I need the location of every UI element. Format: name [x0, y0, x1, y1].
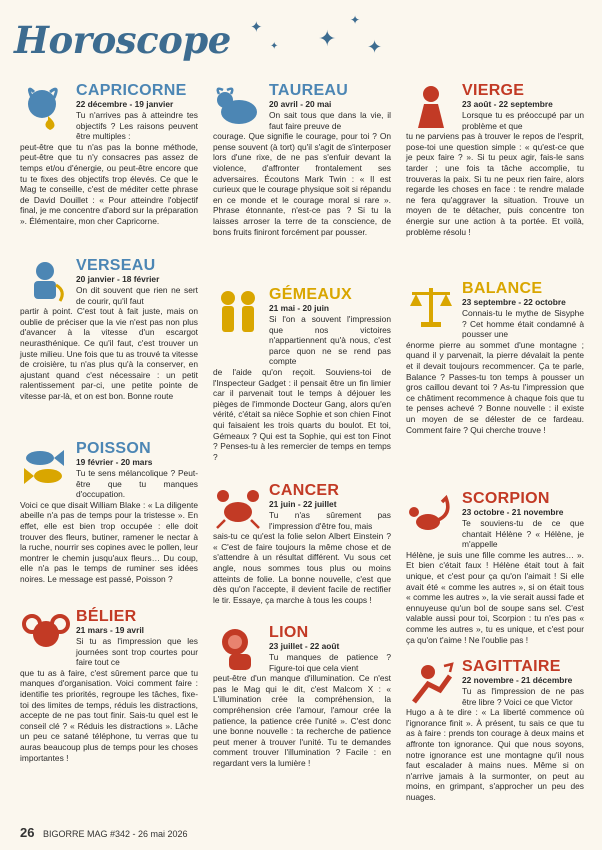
ram-icon: [20, 608, 70, 658]
issue-info: BIGORRE MAG #342 - 26 mai 2026: [42, 829, 188, 839]
sign-intro: Te souviens-tu de ce que chantait Hélène ? « Hélène, je m'appelle: [462, 518, 584, 550]
sign-name: VIERGE: [462, 82, 525, 99]
sign-taureau: [213, 82, 391, 280]
sign-name: TAUREAU: [269, 82, 349, 99]
page-footer: [20, 825, 188, 840]
star-icon: ✦: [270, 41, 279, 52]
sign-text: peut-être que tu n'as pas la bonne méthode, peut-être que tu n'y consacres pas assez de temps et/ou d'énergie, ou peut-être encore que tu te fixes des objectifs trop élevés. Ce que le Mag te conseille, c'est de méditer cette phrase de David Douillet : « Pour atteindre l'objectif final, je me concentre d'abord sur la préparation ». Élémentaire, mon cher Capricorne.: [20, 141, 198, 226]
sign-name: CANCER: [269, 482, 340, 499]
sign-balance: [406, 280, 584, 482]
column-middle: [213, 82, 391, 769]
sign-intro: Tu n'arrives pas à atteindre tes objectifs ? Les raisons peuvent être multiples :: [76, 110, 198, 142]
sign-gemeaux: [213, 286, 391, 470]
sign-dates: 23 octobre - 21 novembre: [462, 507, 564, 517]
sign-name: SAGITTAIRE: [462, 658, 561, 675]
sign-intro: Tu as l'impression de ne pas être libre ? Voici ce que Victor: [462, 686, 584, 707]
sign-intro: Lorsque tu es préoccupé par un problème et que: [462, 110, 584, 131]
sign-intro: Connais-tu le mythe de Sisyphe ? Cet homme était condamné à pousser une: [462, 308, 584, 340]
sign-text: énorme pierre au sommet d'une montagne ; quand il y parvenait, la pierre dévalait la pente et il devait toujours recommencer. Ça te parle, Balance ? Passes-tu ton temps à pousser un gros caillou devant toi ? As-tu l'impression que ce châtiment recommence à chaque fois que tu te penses achevé ? Bonne nouvelle : il existe un moyen de se délester de ce fardeau. Comment faire ? Qui cherche trouve !: [406, 339, 584, 435]
twins-icon: [213, 286, 263, 336]
sign-capricorne: [20, 82, 198, 249]
sign-intro: Tu te sens mélancolique ? Peut-être que tu manques d'occupation.: [76, 468, 198, 500]
star-icon: ✦: [350, 13, 361, 27]
sign-dates: 19 février - 20 mars: [76, 457, 153, 467]
water-bearer-icon: [20, 257, 70, 307]
crab-icon: [213, 482, 263, 532]
sign-name: VERSEAU: [76, 257, 156, 274]
sign-intro: Tu manques de patience ? Figure-toi que cela vient: [269, 652, 391, 673]
sign-text: Hélène, je suis une fille comme les autres… ». Et bien c'était faux ! Hélène était tout à fait unique, et c'est pour ça qu'on l'aimait ! Si elle avait été « comme les autres », si on était tous « comme les autres », la vie serait aussi fade et ennuyeuse qu'un bol de soupe sans sel. C'est valable aussi pour toi, Scorpion : tu n'es pas « comme les autres », tu es unique, et c'est pour ça qu'on t'aime ! Ne l'oublie pas !: [406, 549, 584, 645]
sign-belier: [20, 608, 198, 763]
sign-dates: 21 juin - 22 juillet: [269, 499, 337, 509]
sign-intro: On dit souvent que rien ne sert de courir, qu'il faut: [76, 285, 198, 306]
sign-dates: 21 mars - 19 avril: [76, 625, 144, 635]
archer-icon: [406, 658, 456, 708]
sign-text: sais-tu ce qu'est la folie selon Albert Einstein ? « C'est de faire toujours la même chose et de s'attendre à un résultat différent. Vu sous cet angle, nous sommes tous plus ou moins atteints de folie. La bonne nouvelle, c'est que dès qu'on l'accepte, il devient facile de rectifier le tir. Essaye, ça marche à tous les coups !: [213, 531, 391, 605]
sign-dates: 21 mai - 20 juin: [269, 303, 330, 313]
star-icon: ✦: [318, 26, 337, 51]
fish-icon: [20, 440, 70, 490]
sign-name: SCORPION: [462, 490, 550, 507]
sign-dates: 23 juillet - 22 août: [269, 641, 340, 651]
sign-sagittaire: [406, 658, 584, 803]
sign-intro: Si l'on a souvent l'impression que nos victoires n'appartiennent qu'à nous, c'est parce quon ne se rend pas compte: [269, 314, 391, 367]
sign-lion: [213, 624, 391, 769]
scorpion-icon: [406, 490, 456, 540]
sign-vierge: [406, 82, 584, 272]
sign-verseau: [20, 257, 198, 432]
sign-name: CAPRICORNE: [76, 82, 187, 99]
sign-dates: 23 septembre - 22 octobre: [462, 297, 566, 307]
sign-text: Hugo a à te dire : « La liberté commence où l'ignorance finit ». À présent, tu sais ce que tu as à faire : prends ton courage à deux mains et affronte ton ignorance. Qui que nous soyons, notre ignorance est une montagne qu'il nous faut escalader à mains nues. Même si on n'arrive jamais à la surmonter, on peut au moins, en grimpant, s'approcher un peu des nuages.: [406, 707, 584, 802]
star-icon: ✦: [367, 37, 383, 57]
sign-dates: 20 janvier - 18 février: [76, 274, 160, 284]
column-left: [20, 82, 198, 763]
sign-dates: 20 avril - 20 mai: [269, 99, 332, 109]
sign-cancer: [213, 482, 391, 616]
sign-text: peut-être d'un manque d'illumination. Ce n'est pas le Mag qui le dit, c'est Malcom X : « L'illumination crée la compréhension, la compréhension crée l'amour, l'amour crée la patience, la patience crée l'unité ». C'est donc une bonne nouvelle : ta recherche de patience peut mener à trouver l'unité. Tu te demandes comment trouver l'illumination ? Facile : en regardant vers la lumière !: [213, 673, 391, 768]
virgin-icon: [406, 82, 456, 132]
column-right: [406, 82, 584, 803]
sign-dates: 23 août - 22 septembre: [462, 99, 553, 109]
star-icon: ✦: [250, 19, 263, 36]
sign-name: GÉMEAUX: [269, 286, 352, 303]
sign-poisson: [20, 440, 198, 600]
lion-icon: [213, 624, 263, 674]
sign-dates: 22 décembre - 19 janvier: [76, 99, 174, 109]
bull-icon: [213, 82, 263, 132]
sign-intro: On sait tous que dans la vie, il faut faire preuve de: [269, 110, 391, 131]
sign-text: partir à point. C'est tout à fait juste, mais on oublie de préciser que la vie n'est pas non plus d'avancer à la vitesse d'un escargot neurasthénique. Ce qu'il faut, c'est trouver un juste milieu. Une fois que tu as trouvé ta vitesse de croisière, tu n'as plus qu'à la conserver, en ajustant quand c'est nécessaire : un petit ralentissement par-ci, une petite pointe de vitesse par-là, et on est bon. Bonne route: [20, 306, 198, 401]
sign-name: POISSON: [76, 440, 152, 457]
sign-intro: Si tu as l'impression que les journées sont trop courtes pour faire tout ce: [76, 636, 198, 668]
sign-text: Voici ce que disait William Blake : « La diligente abeille n'a pas de temps pour la tristesse ». En effet, elle est bien trop occupée : elle doit trouver des fleurs, butiner, ramener le nectar à la ruche, nourrir ses copines avec le pollen, leur montrer le chemin jusqu'aux fleurs… Du coup, elle n'a pas le temps de ruminer ses idées noires. Le message est passé, Poisson ?: [20, 499, 198, 584]
sign-dates: 22 novembre - 21 décembre: [462, 675, 573, 685]
sign-name: BÉLIER: [76, 608, 137, 625]
sign-intro: Tu n'as sûrement pas l'impression d'être fou, mais: [269, 510, 391, 531]
sign-text: que tu as à faire, c'est sûrement parce que tu manques d'organisation. Voici comment faire : identifie tes priorités, regroupe les tâches, fixe-toi des limites de temps, réduis les distractions, accepte de ne pas tout finir. Sais-tu quel est le conseil clé ? « Réduis les distractions ». Lâche un peu ce satané téléphone, tu verras que tu auras beaucoup plus de temps pour les choses importantes !: [20, 667, 198, 763]
sign-name: LION: [269, 624, 309, 641]
sign-scorpion: [406, 490, 584, 648]
scales-icon: [406, 280, 456, 330]
sign-text: de l'aide qu'on reçoit. Souviens-toi de l'Inspecteur Gadget : il pensait être un fin limier car il parvenait tout le temps à déjouer les pièges de l'immonde Docteur Gang, alors qu'en vérité, c'était sa nièce Sophie et son chien Finot qui faisaient les trois quarts du boulot. Et toi, Gémeaux ? Qui est ta Sophie, qui est ton Finot ? Penses-tu à les remercier de temps en temps ?: [213, 366, 391, 462]
sign-text: tu ne parviens pas à trouver le repos de l'esprit, pose-toi une question simple : « qu'est-ce que je peux faire ? ». Si tu peux agir, fais-le sans tarder ; une fois ta tâche accomplie, tu trouveras la paix. Si tu ne peux rien faire, alors regarde les choses en face : te rendre malade ne fera qu'aggraver la situation. Trouve un moyen de te détacher, puis concentre ton énergie sur une action à ta portée. Et voilà, problème résolu !: [406, 131, 584, 237]
sign-name: BALANCE: [462, 280, 543, 297]
page-title: Horoscope: [14, 18, 231, 62]
page-number: 26: [20, 825, 35, 840]
goat-icon: [20, 82, 70, 132]
sign-text: courage. Que signifie le courage, pour toi ? On pense souvent (à tort) qu'il s'agit de s'interposer lors d'une rixe, de ne pas s'enfuir devant la violence, d'affronter frontalement ses adversaires. Écoutons Mark Twin : « Il est curieux que le courage physique soit si répandu en ce monde et le courage moral si rare ». Phrase étonnante, n'est-ce pas ? Si tu la laisses arroser la terre de ta conscience, de bons fruits finiront forcément par pousser.: [213, 131, 391, 237]
